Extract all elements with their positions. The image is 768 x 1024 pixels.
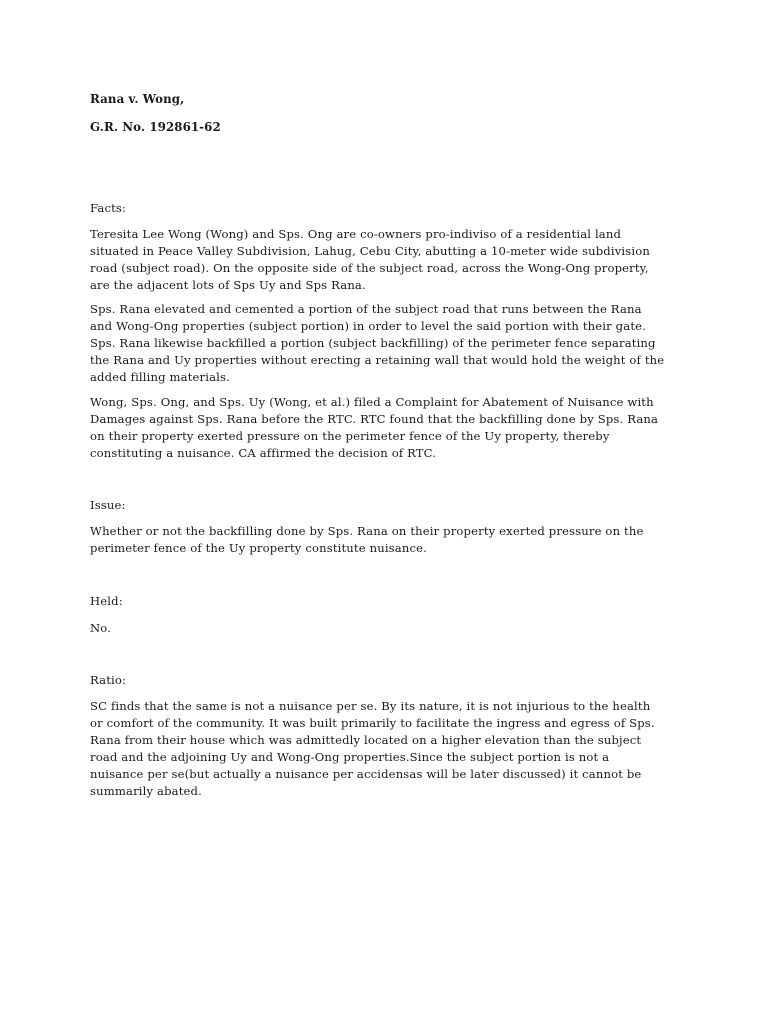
- held-heading: Held:: [90, 594, 123, 608]
- text-line: Whether or not the backfilling done by Sps. Rana on their property exerted pressure on the: [90, 524, 644, 538]
- text-line: summarily abated.: [90, 784, 202, 798]
- text-line: situated in Peace Valley Subdivision, Lahug, Cebu City, abutting a 10-meter wide subdivision: [90, 244, 650, 258]
- text-line: and Wong-Ong properties (subject portion) in order to level the said portion with their gate.: [90, 319, 646, 333]
- text-line: Sps. Rana likewise backfilled a portion (subject backfilling) of the perimeter fence separating: [90, 336, 656, 350]
- text-line: road and the adjoining Uy and Wong-Ong properties.Since the subject portion is not a: [90, 750, 610, 764]
- held-answer: No.: [90, 621, 112, 635]
- text-line: constituting a nuisance. CA affirmed the decision of RTC.: [90, 446, 437, 460]
- text-line: the Rana and Uy properties without erecting a retaining wall that would hold the weight of the: [90, 353, 665, 367]
- issue-heading: Issue:: [90, 498, 126, 512]
- facts-heading: Facts:: [90, 201, 127, 215]
- text-line: Rana from their house which was admittedly located on a higher elevation than the subject: [90, 733, 642, 747]
- text-line: road (subject road). On the opposite side of the subject road, across the Wong-Ong property,: [90, 261, 649, 275]
- ratio-heading: Ratio:: [90, 673, 127, 687]
- text-line: are the adjacent lots of Sps Uy and Sps Rana.: [90, 278, 366, 292]
- text-line: or comfort of the community. It was built primarily to facilitate the ingress and egress of Sps.: [90, 716, 655, 730]
- case-title: Rana v. Wong,: [90, 92, 185, 106]
- text-line: Wong, Sps. Ong, and Sps. Uy (Wong, et al.) filed a Complaint for Abatement of Nuisance with: [90, 395, 654, 409]
- text-line: Damages against Sps. Rana before the RTC. RTC found that the backfilling done by Sps. Rana: [90, 412, 659, 426]
- text-line: Sps. Rana elevated and cemented a portion of the subject road that runs between the Rana: [90, 302, 642, 316]
- text-line: added filling materials.: [90, 370, 230, 384]
- text-line: SC finds that the same is not a nuisance per se. By its nature, it is not injurious to the health: [90, 699, 651, 713]
- text-line: nuisance per se(but actually a nuisance per accidensas will be later discussed) it cannot be: [90, 767, 642, 781]
- text-line: Teresita Lee Wong (Wong) and Sps. Ong are co-owners pro-indiviso of a residential land: [90, 227, 622, 241]
- text-line: on their property exerted pressure on the perimeter fence of the Uy property, thereby: [90, 429, 610, 443]
- case-number: G.R. No. 192861-62: [90, 120, 221, 134]
- text-line: perimeter fence of the Uy property constitute nuisance.: [90, 541, 427, 555]
